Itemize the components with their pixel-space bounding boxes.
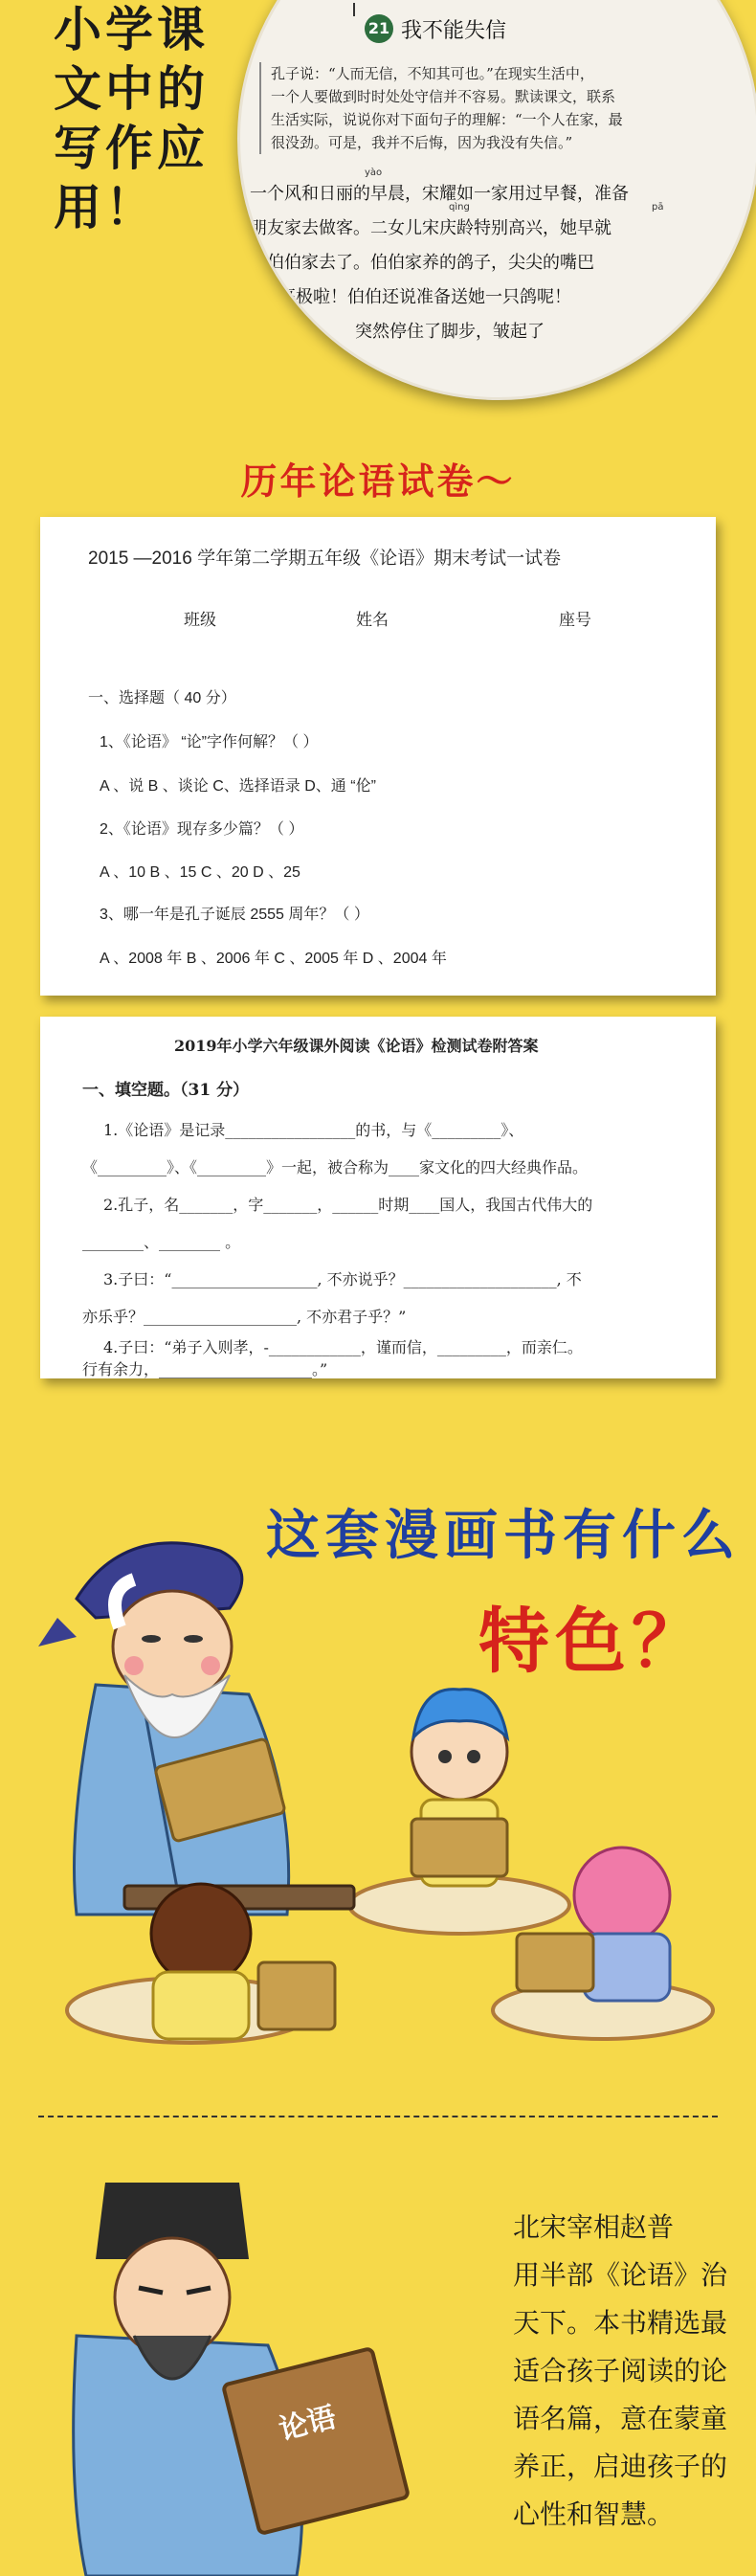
intro-heading bbox=[54, 0, 226, 237]
class-field-label: 班级 bbox=[184, 611, 216, 629]
seat-field-label: 座号 bbox=[559, 611, 591, 629]
textbook-magnifier bbox=[237, 0, 756, 400]
story-line: 亮极啦！伯伯还说准备送她一只鸽呢！ bbox=[278, 287, 571, 307]
lesson-quote-box bbox=[259, 62, 711, 154]
quote-line: 生活实际，说说你对下面句子的理解：“一个人在家，最 bbox=[271, 111, 623, 128]
section-divider bbox=[38, 2116, 718, 2117]
confucius-teaching-illustration bbox=[38, 1512, 727, 2049]
name-field-label: 姓名 bbox=[356, 611, 389, 629]
exam-line: A 、说 B 、谈论 C、选择语录 D、通 “伦” bbox=[100, 778, 376, 795]
intro-heading-line: 写作应 bbox=[54, 120, 209, 176]
description-line: 天下。本书精选最 bbox=[513, 2307, 728, 2339]
textbook-page bbox=[240, 0, 756, 397]
description-line: 北宋宰相赵普 bbox=[513, 2211, 675, 2243]
exam-line: 亦乐乎？____________________, 不亦君子乎？” bbox=[82, 1308, 407, 1326]
zhao-pu-illustration bbox=[48, 2144, 450, 2576]
kid-left-head bbox=[151, 1884, 251, 1983]
kid-left-shirt bbox=[153, 1972, 249, 2039]
exam-section-heading: 一、填空题。（31 分） bbox=[82, 1081, 250, 1100]
exam-line: 1、《论语》 “论”字作何解？（ ） bbox=[100, 734, 319, 750]
intro-heading-line: 用！ bbox=[54, 179, 157, 235]
book-description bbox=[513, 2204, 743, 2539]
intro-heading-line: 小学课 bbox=[54, 1, 209, 57]
kid-right-hair bbox=[574, 1848, 670, 1943]
exam-line: A 、2008 年 B 、2006 年 C 、2005 年 D 、2004 年 bbox=[100, 951, 447, 967]
exam-line: 行有余力，____________________。” bbox=[82, 1360, 328, 1378]
description-line: 心性和智慧。 bbox=[513, 2498, 675, 2530]
pinyin: qìng bbox=[449, 202, 470, 213]
exam-title: 2019年小学六年级课外阅读《论语》检测试卷附答案 bbox=[174, 1037, 539, 1055]
exam-section-title: 历年论语试卷～ bbox=[240, 459, 516, 503]
exam-section-heading: 一、选择题（ 40 分） bbox=[88, 690, 236, 706]
exam-line: 4.子曰：“弟子入则孝，-____________，谨而信，_________，而亲仁。 bbox=[103, 1338, 583, 1356]
exam-sheet-2015 bbox=[40, 517, 716, 996]
lesson-number-badge: 21 bbox=[365, 14, 393, 43]
exam-title: 2015 —2016 学年第二学期五年级《论语》期末考试一试卷 bbox=[88, 549, 562, 569]
exam-sheet-2019 bbox=[40, 1017, 716, 1378]
description-line: 用半部《论语》治 bbox=[513, 2259, 728, 2291]
feature-question-line1: 这套漫画书有什么 bbox=[266, 1504, 741, 1567]
description-line: 适合孩子阅读的论 bbox=[513, 2355, 728, 2386]
book-cover-text: 论语 bbox=[276, 2400, 340, 2448]
description-line: 养正，启迪孩子的 bbox=[513, 2451, 728, 2482]
exam-line: 1.《论语》是记录_________________的书，与《_________》、 bbox=[103, 1121, 524, 1139]
quote-line: 孔子说：“人而无信，不知其可也。”在现实生活中， bbox=[271, 65, 594, 82]
bookmark-ribbon bbox=[353, 3, 355, 16]
quote-line: 一个人要做到时时处处守信并不容易。默读课文，联系 bbox=[271, 88, 616, 105]
feature-question-line2: 特色？ bbox=[478, 1601, 708, 1683]
description-line: 语名篇，意在蒙童 bbox=[513, 2403, 728, 2434]
exam-line: A 、10 B 、15 C 、20 D 、25 bbox=[100, 864, 300, 881]
exam-line: 2、《论语》现存多少篇？（ ） bbox=[100, 821, 304, 838]
intro-heading-line: 文中的 bbox=[54, 60, 209, 117]
exam-line: 3、哪一年是孔子诞辰 2555 周年？（ ） bbox=[100, 907, 369, 923]
kid-right-scroll bbox=[517, 1934, 593, 1991]
exam-line: 3.子曰：“___________________, 不亦说乎？____________________, 不 bbox=[103, 1270, 582, 1288]
pinyin: yào bbox=[365, 168, 383, 178]
quote-line: 很没劲。可是，我并不后悔，因为我没有失信。” bbox=[271, 134, 573, 151]
pinyin: pā bbox=[652, 202, 664, 213]
kid-right-dress bbox=[584, 1934, 670, 2001]
story-line: 朋友家去做客。二女儿宋庆龄特别高兴，她早就 bbox=[250, 218, 611, 238]
exam-line: 《_________》、《_________》一起，被合称为____家文化的四大经典作品。 bbox=[82, 1158, 589, 1176]
kid-left-scroll bbox=[258, 1962, 335, 2029]
lesson-title: 我不能失信 bbox=[401, 19, 507, 43]
exam-line: ________、________ 。 bbox=[82, 1233, 241, 1251]
story-line: 伯伯家去了。伯伯家养的鸽子，尖尖的嘴巴 bbox=[267, 253, 594, 273]
story-line: 突然停住了脚步，皱起了 bbox=[355, 322, 545, 342]
exam-line: 2.孔子，名_______，字_______，______时期____国人，我国古代伟大的 bbox=[103, 1196, 593, 1214]
kid-middle-scroll bbox=[411, 1819, 507, 1876]
story-line: 一个风和日丽的早晨，宋耀如一家用过早餐，准备 bbox=[250, 184, 629, 204]
